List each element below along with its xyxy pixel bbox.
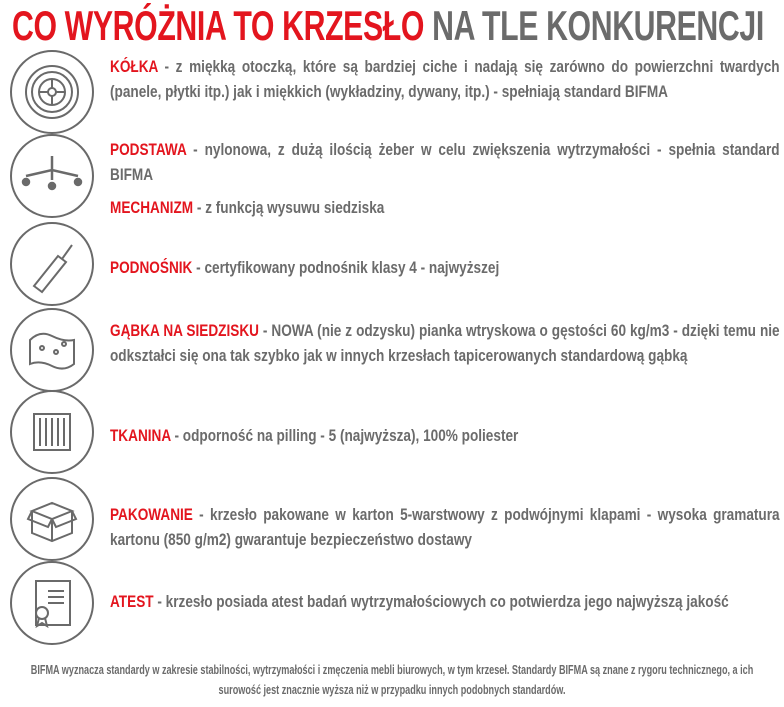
feature-gabka: GĄBKA NA SIEDZISKU - NOWA (nie z odzysku) pianka wtryskowa o gęstości 60 kg/m3 - dzięki temu nie odkształci się ona tak szybko jak w innych krzesłach tapicerowanych standardową gąbką <box>110 321 780 365</box>
chair-base-icon <box>10 134 94 218</box>
feature-atest: ATEST - krzesło posiada atest badań wytrzymałościowych co potwierdza jego najwyższą jakość <box>110 592 729 611</box>
feature-tkanina: TKANINA - odporność na pilling - 5 (najwyższa), 100% poliester <box>110 426 519 445</box>
gas-lift-icon <box>10 222 94 306</box>
feature-mechanizm: MECHANIZM - z funkcją wysuwu siedziska <box>110 198 385 217</box>
feature-podstawa: PODSTAWA - nylonowa, z dużą ilością żeber w celu zwiększenia wytrzymałości - spełnia standard BIFMA <box>110 140 780 184</box>
feature-kolka: KÓŁKA - z miękką otoczką, które są bardziej ciche i nadają się zarówno do powierzchni twardych (panele, płytki itp.) jak i miękkich (wykładziny, dywany, itp.) - spełniają standard BIFMA <box>110 57 780 101</box>
page-title: CO WYRÓŻNIA TO KRZESŁO NA TLE KONKURENCJI <box>12 2 764 49</box>
sponge-icon <box>10 308 94 392</box>
box-icon <box>10 477 94 561</box>
footer-note: BIFMA wyznacza standardy w zakresie stabilności, wytrzymałości i zmęczenia mebli biurowych, w tym krzeseł. Standardy BIFMA są znane z rygoru technicznego, a ich surowość jest znacznie wyższa niż w przypadku innych podobnych standardów. <box>30 662 754 697</box>
feature-pakowanie: PAKOWANIE - krzesło pakowane w karton 5-warstwowy z podwójnymi klapami - wysoka gramatura kartonu (850 g/m2) gwarantuje bezpieczeństwo dostawy <box>110 505 780 549</box>
fabric-icon <box>10 390 94 474</box>
certificate-icon <box>10 561 94 645</box>
feature-podnosnik: PODNOŚNIK - certyfikowany podnośnik klasy 4 - najwyższej <box>110 258 500 277</box>
wheel-icon <box>10 50 94 134</box>
